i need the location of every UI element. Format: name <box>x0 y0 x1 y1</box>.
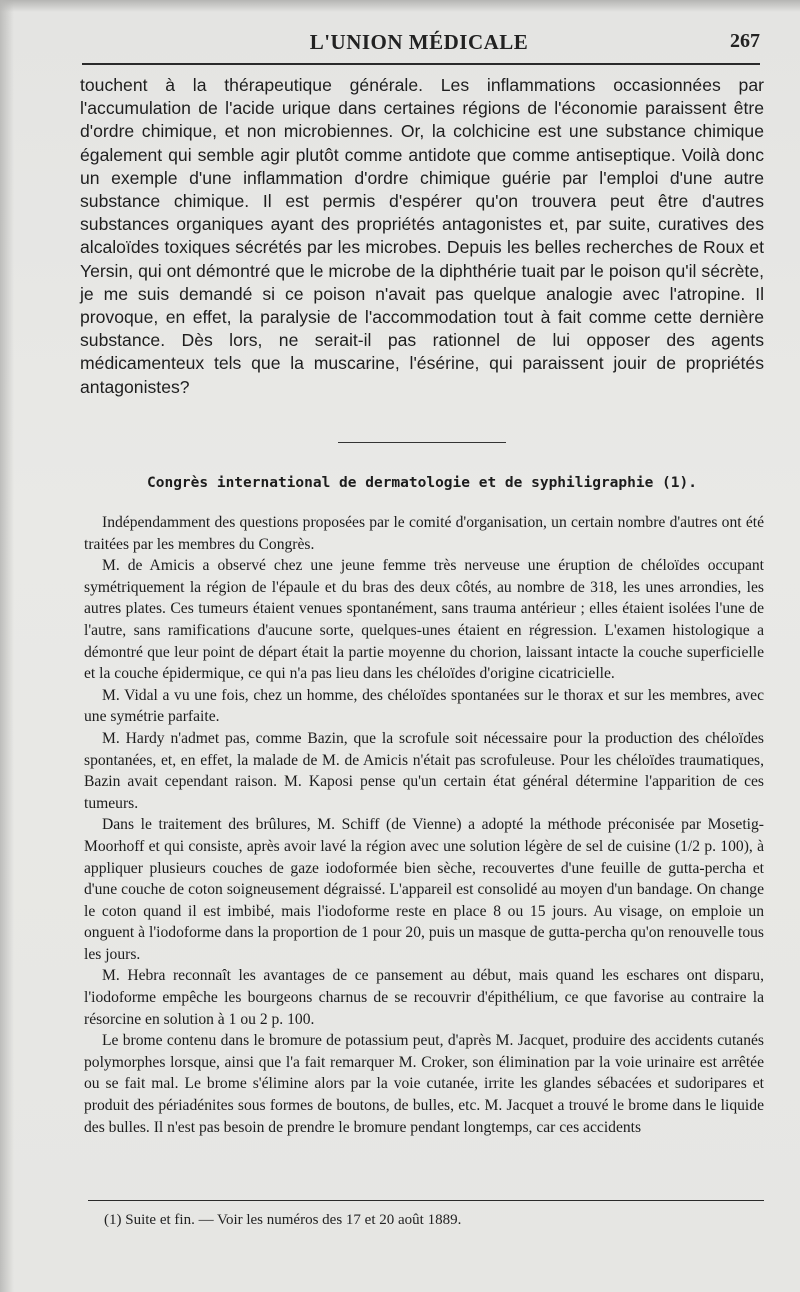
section-paragraph: Le brome contenu dans le bromure de potassium peut, d'après M. Jacquet, produire des accidents cutanés polymorphes lorsque, ainsi que l'a fait remarquer M. Croker, son élimination par la voie urinaire est arrêtée ou se fait mal. Le brome s'élimine alors par la voie cutanée, irrite les glandes sébacées et sudoripares et produit des périadénites sous formes de boutons, de bulles, etc. M. Jacquet a trouvé le brome dans le liquide des bulles. Il n'est pas besoin de prendre le bromure pendant longtemps, car ces accidents <box>84 1032 764 1136</box>
header-rule <box>82 63 760 65</box>
page-number: 267 <box>730 30 760 52</box>
section-paragraph: M. Hebra reconnaît les avantages de ce pansement au début, mais quand les eschares ont disparu, l'iodoforme empêche les bourgeons charnus de se recouvrir d'épithélium, ce que favorise au contraire la résorcine en solution à 1 ou 2 p. 100. <box>84 967 764 1028</box>
section-divider <box>338 442 506 443</box>
section-body <box>84 512 764 1138</box>
section-paragraph: M. Vidal a vu une fois, chez un homme, des chéloïdes spontanées sur le thorax et sur les membres, avec une symétrie parfaite. <box>84 686 764 726</box>
footnote-rule <box>88 1200 764 1201</box>
page-top-shadow <box>0 0 800 12</box>
section-paragraph: Dans le traitement des brûlures, M. Schiff (de Vienne) a adopté la méthode préconisée par Mosetig-Moorhoff et qui consiste, après avoir lavé la région avec une solution légère de sel de cuisine (1/2 p. 100), à appliquer plusieurs couches de gaze iodoformée bien sèche, recouvertes d'une feuille de gutta-percha et d'une couche de coton soigneusement dégraissé. L'appareil est consolidé au moyen d'un bandage. On change le coton quand il est imbibé, mais l'iodoforme reste en place 8 ou 15 jours. Au visage, on emploie un onguent à l'iodoforme dans la proportion de 1 pour 20, puis un masque de gutta-percha qu'on renouvelle tous les jours. <box>84 816 764 963</box>
main-paragraph: touchent à la thérapeutique générale. Les inflammations occasionnées par l'accumulation de l'acide urique dans certaines régions de l'économie paraissent être d'ordre chimique, et non microbiennes. Or, la colchicine est une substance chimique également qui semble agir plutôt comme antidote que comme antiseptique. Voilà donc un exemple d'une inflammation d'ordre chimique guérie par l'emploi d'une autre substance chimique. Il est permis d'espérer qu'on trouvera peut être d'autres substances organiques ayant des propriétés antagonistes et, par suite, curatives des alcaloïdes toxiques sécrétés par les microbes. Depuis les belles recherches de Roux et Yersin, qui ont démontré que le microbe de la diphthérie tuait par le poison qu'il sécrète, je me suis demandé si ce poison n'avait pas quelque analogie avec l'atropine. Il provoque, en effet, la paralysie de l'accommodation tout à fait comme cette dernière substance. Dès lors, ne serait-il pas rationnel de lui opposer des agents médicamenteux tels que la muscarine, l'ésérine, qui paraissent jouir de propriétés antagonistes? <box>80 75 764 397</box>
section-heading: Congrès international de dermatologie et de syphiligraphie (1). <box>147 475 697 491</box>
footnote: (1) Suite et fin. — Voir les numéros des 17 et 20 août 1889. <box>104 1212 462 1228</box>
main-text <box>80 74 764 399</box>
running-header <box>78 24 760 60</box>
section-paragraph: M. Hardy n'admet pas, comme Bazin, que la scrofule soit nécessaire pour la production des chéloïdes spontanées, et, en effet, la malade de M. de Amicis n'était pas scrofuleuse. Pour les chéloïdes traumatiques, Bazin avait cependant raison. M. Kaposi pense qu'un certain état général détermine l'apparition de ces tumeurs. <box>84 729 764 812</box>
journal-title: L'UNION MÉDICALE <box>309 30 529 54</box>
page-edge-shadow <box>0 0 14 1292</box>
section-paragraph: Indépendamment des questions proposées par le comité d'organisation, un certain nombre d'autres ont été traitées par les membres du Congrès. <box>84 514 764 553</box>
section-paragraph: M. de Amicis a observé chez une jeune femme très nerveuse une éruption de chéloïdes occupant symétriquement la région de l'épaule et du bras des deux côtés, au nombre de 318, les unes arrondies, les autres plates. Ces tumeurs étaient venues spontanément, sans trauma antérieur ; elles étaient isolées l'une de l'autre, sans ramifications d'aucune sorte, quelques-unes étaient en régression. L'examen histologique a démontré que leur point de départ était la partie moyenne du chorion, laissant intacte la couche superficielle et la couche épidermique, ce qui n'a pas lieu dans les chéloïdes d'origine cicatricielle. <box>84 557 764 683</box>
